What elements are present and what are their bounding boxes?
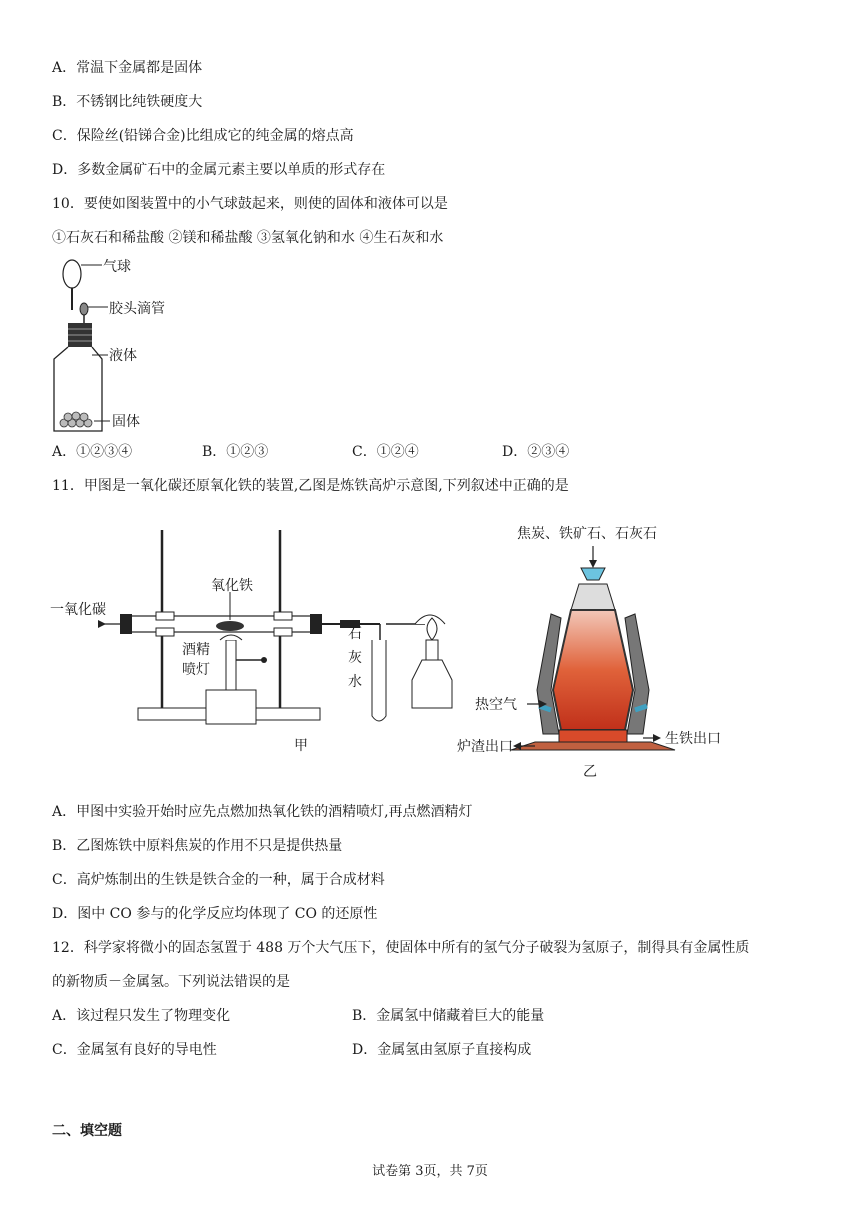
- blast-furnace-body: [553, 610, 633, 730]
- iron-oxide-powder: [216, 621, 244, 631]
- q10-stem: 10．要使如图装置中的小气球鼓起来，则使的固体和液体可以是: [52, 196, 448, 212]
- hot-air-label: 热空气: [475, 697, 517, 713]
- alcohol-burner-tank: [206, 690, 256, 724]
- burner-label-1: 酒精: [182, 642, 210, 658]
- furnace-hearth: [511, 742, 675, 750]
- hopper: [581, 568, 605, 580]
- balloon-label: 气球: [103, 259, 131, 275]
- limewater-test-tube: [372, 640, 386, 721]
- slag-outlet-label: 炉渣出口: [457, 739, 513, 755]
- q11-option-c: C．高炉炼制出的生铁是铁合金的一种，属于合成材料: [52, 872, 385, 888]
- limewater-label-3: 水: [348, 674, 362, 690]
- q10-option-a: A．①②③④: [52, 444, 133, 460]
- caption-yi: 乙: [583, 764, 597, 780]
- q12-option-b: B．金属氢中储藏着巨大的能量: [352, 1008, 545, 1024]
- limewater-label-2: 灰: [348, 650, 362, 666]
- q12-option-a: A．该过程只发生了物理变化: [52, 1008, 231, 1024]
- balloon-shape: [63, 260, 81, 288]
- iron-oxide-label: 氧化铁: [211, 578, 253, 594]
- q12-option-d: D．金属氢由氢原子直接构成: [352, 1042, 532, 1058]
- solid-pellets: [60, 412, 92, 427]
- raw-materials-label: 焦炭、铁矿石、石灰石: [517, 526, 657, 542]
- solid-label: 固体: [112, 414, 140, 430]
- q9-option-c: C．保险丝(铅锑合金)比组成它的纯金属的熔点高: [52, 128, 354, 144]
- q11-option-a: A．甲图中实验开始时应先点燃加热氧化铁的酒精喷灯,再点燃酒精灯: [52, 804, 473, 820]
- q9-option-d: D．多数金属矿石中的金属元素主要以单质的形式存在: [52, 162, 386, 178]
- caption-jia: 甲: [294, 738, 308, 754]
- q12-stem-line2: 的新物质－金属氢。下列说法错误的是: [52, 974, 290, 990]
- q12-option-c: C．金属氢有良好的导电性: [52, 1042, 217, 1058]
- alcohol-lamp: [412, 660, 452, 708]
- page-footer: 试卷第 3页，共 7页: [372, 1164, 488, 1179]
- dropper-label: 胶头滴管: [109, 301, 165, 317]
- q9-option-b: B．不锈钢比纯铁硬度大: [52, 94, 203, 110]
- q12-stem-line1: 12．科学家将微小的固态氢置于 488 万个大气压下，使固体中所有的氢气分子破裂为氢原子，制得具有金属性质: [52, 940, 750, 956]
- q10-balloon-apparatus-figure: [50, 255, 190, 435]
- co-inlet-label: 一氧化碳: [50, 602, 106, 618]
- q10-option-c: C．①②④: [352, 444, 419, 460]
- section-heading-fill-in: 二、填空题: [52, 1123, 122, 1139]
- q11-stem: 11．甲图是一氧化碳还原氧化铁的装置,乙图是炼铁高炉示意图,下列叙述中正确的是: [52, 478, 569, 494]
- q10-choices: ①石灰石和稀盐酸 ②镁和稀盐酸 ③氢氧化钠和水 ④生石灰和水: [52, 230, 444, 246]
- dropper-bulb: [80, 303, 88, 315]
- q11-figure-jia: [40, 530, 470, 760]
- q10-option-b: B．①②③: [202, 444, 269, 460]
- q11-figure-yi: [455, 520, 735, 785]
- q9-option-a: A．常温下金属都是固体: [52, 60, 203, 76]
- liquid-label: 液体: [109, 348, 137, 364]
- pig-iron-outlet-label: 生铁出口: [665, 731, 721, 747]
- q11-option-d: D．图中 CO 参与的化学反应均体现了 CO 的还原性: [52, 906, 378, 922]
- q10-option-d: D．②③④: [502, 444, 570, 460]
- q11-option-b: B．乙图炼铁中原料焦炭的作用不只是提供热量: [52, 838, 343, 854]
- burner-label-2: 喷灯: [182, 662, 210, 678]
- limewater-label-1: 石: [348, 626, 362, 642]
